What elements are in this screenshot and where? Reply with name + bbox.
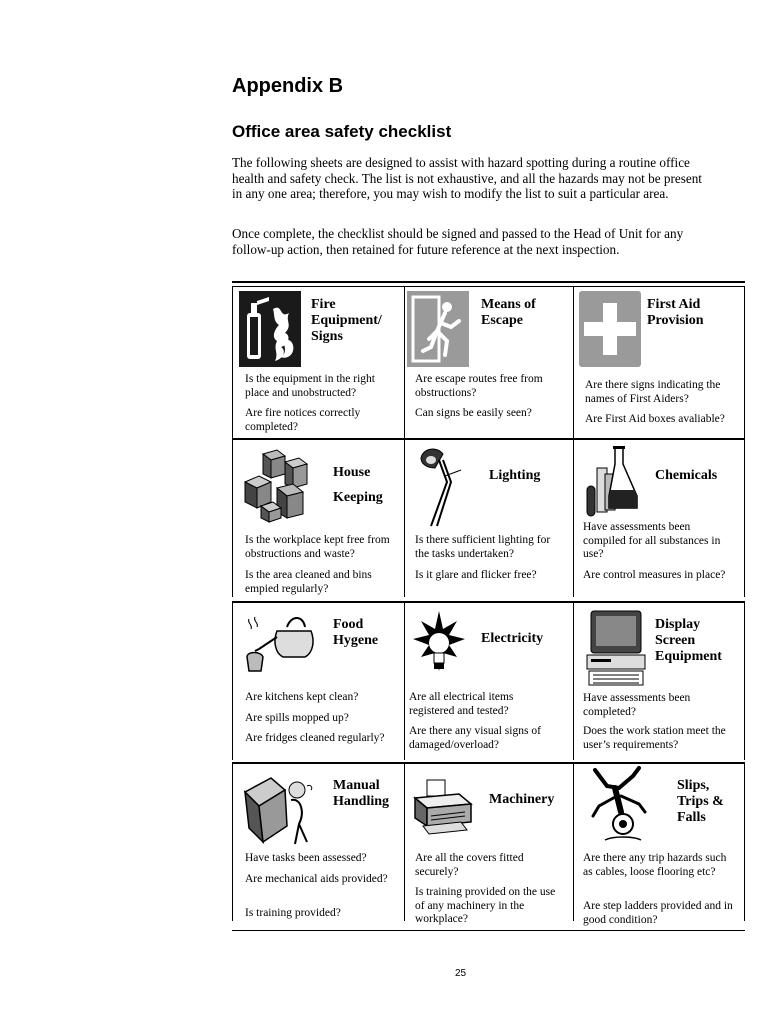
chemical-flasks-icon: [585, 446, 641, 518]
checklist-question: Have assessments been compiled for all substances in use?: [583, 521, 721, 560]
cell-title-line: House: [333, 465, 371, 480]
checklist-cell-display-screen: [573, 603, 745, 760]
checklist-question: Are escape routes free from obstructions?: [415, 373, 543, 399]
checklist-question: Are spills mopped up?: [245, 712, 349, 724]
exit-sign-icon: [407, 291, 469, 367]
checklist-question: Is the workplace kept free from obstructions and waste?: [245, 534, 390, 560]
checklist-question: Are there signs indicating the names of First Aiders?: [585, 379, 721, 405]
checklist-question: Are mechanical aids provided?: [245, 873, 388, 885]
checklist-question: Are there any trip hazards such as cables, loose flooring etc?: [583, 852, 727, 878]
checklist-cell-slips-trips-falls: [573, 764, 745, 926]
computer-monitor-icon: [585, 609, 647, 689]
cell-title-line: Chemicals: [655, 468, 718, 483]
falling-person-icon: [585, 766, 651, 848]
cell-title-line: Fire: [311, 297, 336, 312]
page-number: 25: [455, 968, 467, 979]
fire-extinguisher-icon: [239, 291, 301, 367]
cell-title-line: Manual: [333, 778, 380, 793]
cell-title-line: Electricity: [481, 631, 544, 646]
checklist-question: Does the work station meet the user’s requirements?: [583, 725, 726, 751]
checklist-cell-fire-equipment: [232, 287, 405, 444]
cell-title-line: Display: [655, 617, 701, 632]
cell-title-line: Screen: [655, 633, 696, 648]
checklist-question: Are kitchens kept clean?: [245, 691, 359, 703]
cell-title-line: Machinery: [489, 792, 555, 807]
cell-title-line: Keeping: [333, 490, 383, 505]
cell-title-line: First Aid: [647, 297, 701, 312]
checklist-cell-food-hygene: [232, 603, 405, 760]
boxes-icon: [241, 448, 319, 524]
cell-title-line: Equipment: [655, 649, 722, 664]
checklist-question: Are all the covers fitted securely?: [415, 852, 524, 878]
cell-title-line: Hygene: [333, 633, 379, 648]
intro-paragraph-2: Once complete, the checklist should be signed and passed to the Head of Unit for any follow-up action, then retained for future reference at the next inspection.: [232, 226, 684, 257]
grid-bottom-rule: [232, 930, 745, 931]
kettle-icon: [243, 611, 319, 673]
checklist-question: Is training provided?: [245, 907, 341, 919]
person-carrying-box-icon: [241, 772, 321, 848]
checklist-question: Have tasks been assessed?: [245, 852, 367, 864]
checklist-question: Is it glare and flicker free?: [415, 569, 537, 581]
checklist-question: Is training provided on the use of any machinery in the workplace?: [415, 886, 556, 925]
checklist-question: Have assessments been completed?: [583, 692, 691, 718]
appendix-heading: Appendix B: [232, 75, 344, 97]
checklist-question: Are there any visual signs of damaged/overload?: [409, 725, 541, 751]
checklist-row: [232, 601, 745, 760]
cell-title-line: Signs: [311, 329, 343, 344]
checklist-question: Is the equipment in the right place and unobstructed?: [245, 373, 375, 399]
checklist-row: [232, 438, 745, 597]
checklist-row: [232, 762, 745, 926]
cell-title-line: Equipment/: [311, 313, 382, 328]
first-aid-cross-icon: [579, 291, 641, 367]
cell-title-line: Falls: [677, 810, 706, 825]
printer-machine-icon: [409, 778, 475, 838]
checklist-question: Are First Aid boxes avaliable?: [585, 413, 725, 425]
checklist-question: Are step ladders provided and in good condition?: [583, 900, 733, 926]
checklist-cell-first-aid: [573, 287, 745, 444]
cell-title-line: Escape: [481, 313, 523, 328]
checklist-cell-lighting: [403, 440, 574, 597]
intro-paragraph-1: The following sheets are designed to assist with hazard spotting during a routine office health and safety check. The list is not exhaustive, and all the hazards may not be present in any one area; therefore, you may wish to modify the list to suit a particular area.: [232, 155, 702, 202]
checklist-question: Are all electrical items registered and tested?: [409, 691, 514, 717]
checklist-question: Are fire notices correctly completed?: [245, 407, 361, 433]
cell-title-line: Handling: [333, 794, 390, 809]
cell-title-line: Means of: [481, 297, 536, 312]
checklist-question: Is the area cleaned and bins empied regularly?: [245, 569, 372, 595]
cell-title-line: Food: [333, 617, 364, 632]
cell-title-line: Trips &: [677, 794, 724, 809]
checklist-row: [232, 286, 745, 444]
checklist-cell-manual-handling: [232, 764, 405, 921]
cell-title-line: Provision: [647, 313, 704, 328]
safety-checklist-grid: [232, 281, 745, 930]
cell-title-line: Slips,: [677, 778, 710, 793]
electric-bulb-icon: [413, 611, 465, 681]
checklist-cell-electricity: [403, 603, 574, 760]
desk-lamp-icon: [417, 446, 467, 528]
checklist-question: Can signs be easily seen?: [415, 407, 532, 419]
checklist-cell-means-of-escape: [403, 287, 574, 444]
checklist-cell-chemicals: [573, 440, 745, 597]
checklist-cell-machinery: [403, 764, 574, 925]
checklist-question: Are control measures in place?: [583, 569, 726, 581]
checklist-title: Office area safety checklist: [232, 122, 452, 141]
checklist-cell-house-keeping: [232, 440, 405, 597]
checklist-question: Is there sufficient lighting for the tasks undertaken?: [415, 534, 551, 560]
checklist-question: Are fridges cleaned regularly?: [245, 732, 385, 744]
cell-title-line: Lighting: [489, 468, 541, 483]
